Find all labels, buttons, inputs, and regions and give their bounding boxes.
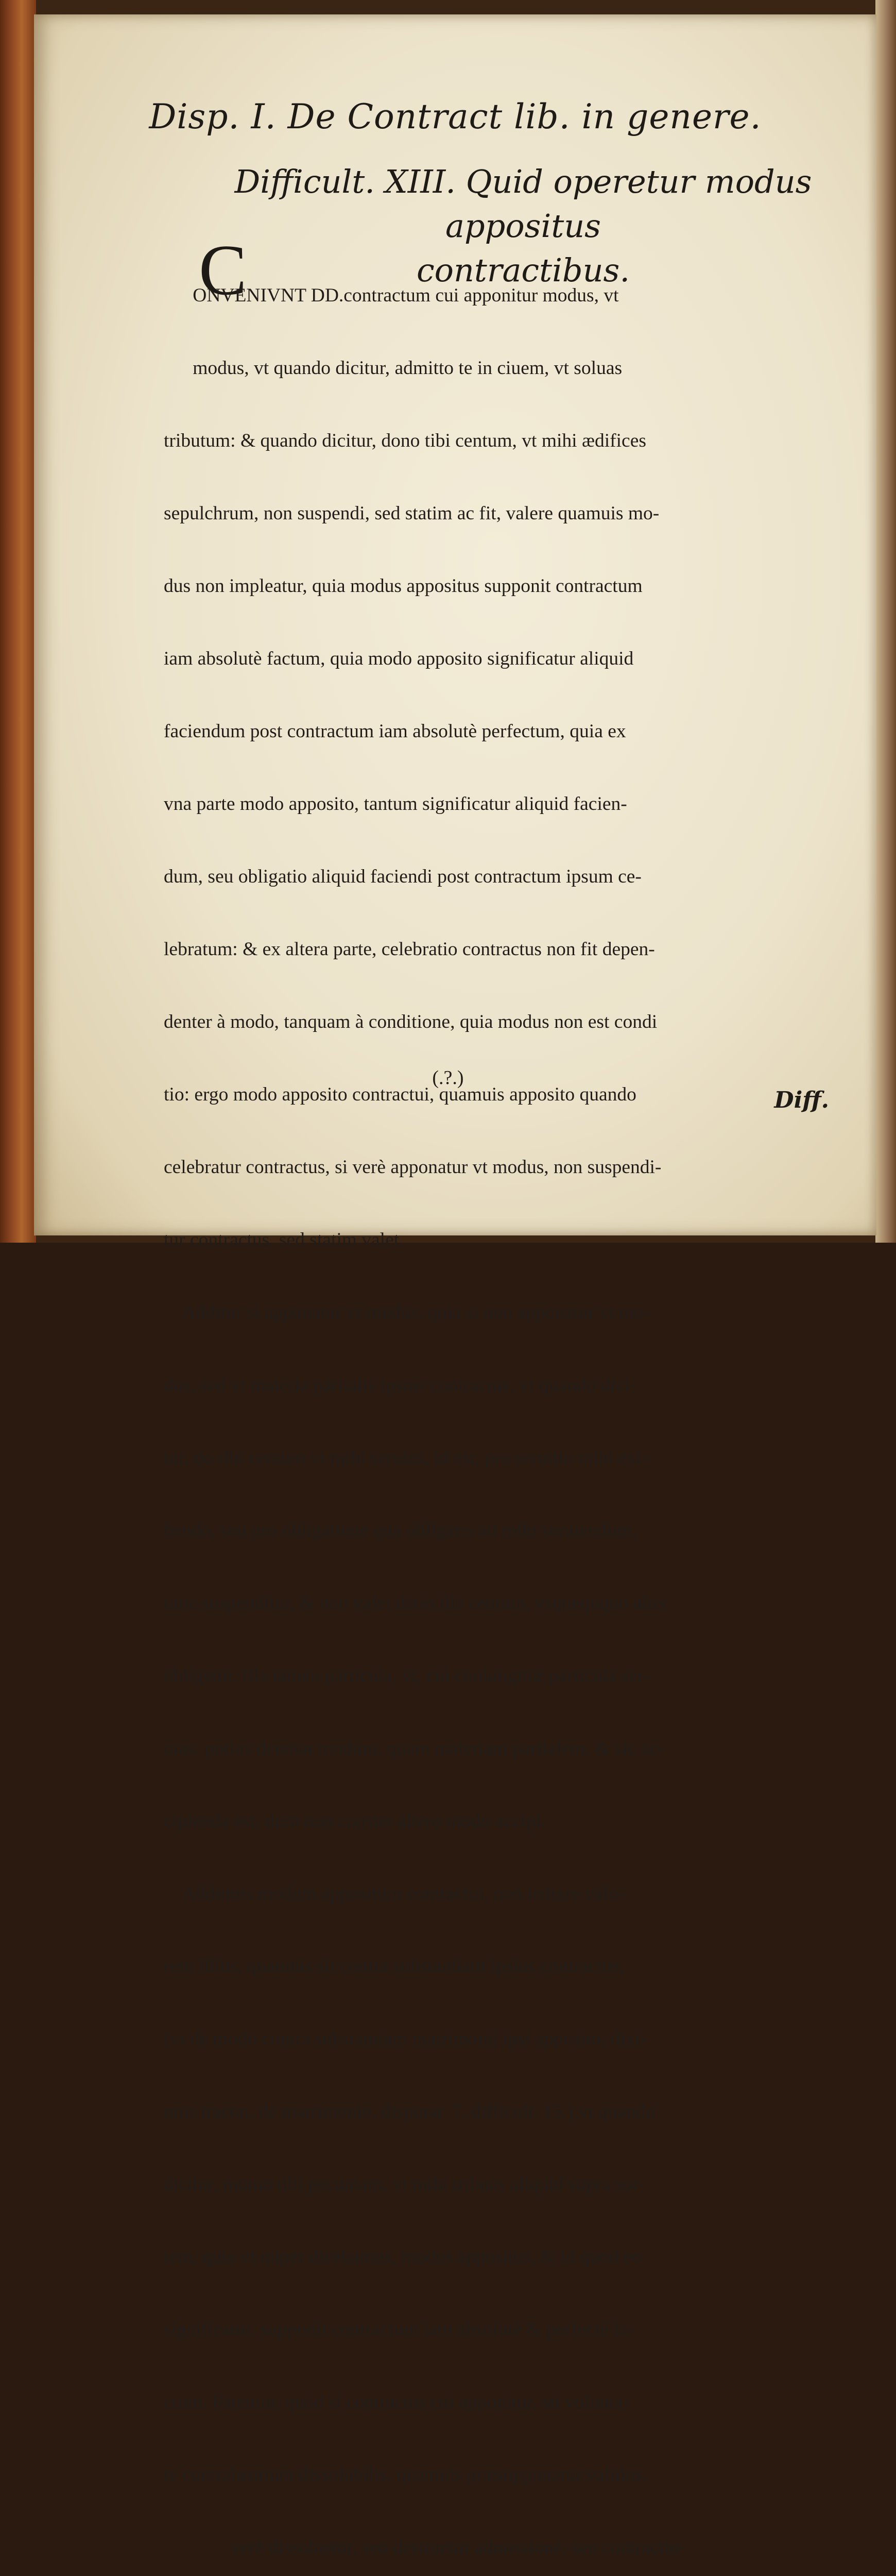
text-line: sepulchrum, non suspendi, sed statim ac fit, valere quamuis mo- (164, 503, 660, 524)
signature-mark: (.?.) (432, 1067, 464, 1089)
text-line: ONVENIVNT DD.contractum cui apponitur modus, vt (164, 285, 619, 306)
text-line: dicitur, mutuo tibi pecuniam, vt mihi tribuas aliquid supra sor- (164, 2174, 645, 2195)
body-text (164, 230, 833, 2576)
text-line: uias, potius denotat modum, quam materiam partialem, & sic ac- (164, 1738, 665, 1759)
text-line: tio: ergo modo apposito contractui, quamuis apposito quando (164, 1084, 636, 1105)
text-line: verè dissoluetur, seu destruetur admissione, seu contractio- (231, 2537, 686, 2558)
text-line: denter à modo, tanquam à conditione, quia modus non est condi (164, 1011, 658, 1032)
text-line: ctum. Fatemur, quòd si contractus cui apponitur, sit volunta- (164, 2392, 630, 2413)
text-line: Addimus modum appositum contractui, non irritare valo- (164, 1883, 625, 1904)
text-line: faciendum post contractum iam absolutè perfectum, quia ex (164, 721, 626, 742)
text-line: dus non impleatur, quia modus appositus supponit contractum (164, 575, 643, 597)
text-line: iam absolutè factum, quia modo apposito significatur aliquid (164, 648, 634, 669)
text-line: rem illius, quamuis sit contra substantiam ipsius contractus, (164, 1956, 625, 1977)
title-line-2: contractibus. (416, 251, 630, 289)
text-line: vna parte modo apposito, tantum significatur aliquid facien- (164, 793, 627, 815)
text-line: Additur si apponatur vt modus, quia si non apponatur vt mo- (164, 1302, 650, 1323)
text-line: tunc suspenditur, & non valet datio illa centum, vsqueququo alter (164, 1592, 668, 1614)
book-spine-edge (0, 0, 36, 1243)
catchword: Diff. (774, 1087, 829, 1113)
text-line: bendo, seu pro obligatione qua obligaris ad mihi seruiendum, (164, 1520, 637, 1541)
title-line-1: Difficult. XIII. Quid operetur modus appositus (234, 163, 812, 245)
text-line: dum, seu obligatio aliquid faciendi post contractum ipsum ce- (164, 866, 642, 887)
text-line: cipienda est, dum non constet altero modo accipi. (164, 1810, 546, 1832)
running-head: Disp. I. De Contract lib. in genere. (149, 97, 762, 137)
drop-cap: C (199, 230, 247, 310)
text-line: tributum: & quando dicitur, dono tibi centum, vt mihi ædifices (164, 430, 646, 451)
text-line: (vt de modo contra substantiam matrimonij ipsi apposito, dixi- (164, 2028, 647, 2049)
text-line: celebratur contractus, si verè apponatur vt modus, non suspendi- (164, 1157, 662, 1178)
page-fore-edge (875, 0, 896, 1243)
text-line: tur contractus, sed statim valet. (164, 1229, 404, 1250)
text-line: te contrahentium dissolubilis, quamuis præsupponatur validus, (164, 2464, 647, 2485)
text-line: obligetur. Illa tamen particula, vt, cui coniungitur particula ser- (164, 1665, 650, 1686)
text-line: tur, do tibi centum vt mihi seruias, id est, pro seruitio mihi exi- (164, 1447, 649, 1468)
text-line: mus tractat. de matrimonio, disputat. 7. difficult. 15.) vt quando (164, 2101, 656, 2122)
text-line: significatur, supponit contractum iam absolutè & perfectè fa- (164, 2319, 635, 2340)
text-line: dus, sed vt materia partialis ipsius contractus, vt quando dici- (164, 1375, 636, 1396)
text-line: tem, quia vt nuper dicebamus, modus appositus, & id quod eo (164, 2246, 642, 2267)
text-line: modus, vt quando dicitur, admitto te in ciuem, vt soluas (164, 358, 623, 379)
text-line: lebratum: & ex altera parte, celebratio contractus non fit depen- (164, 939, 655, 960)
